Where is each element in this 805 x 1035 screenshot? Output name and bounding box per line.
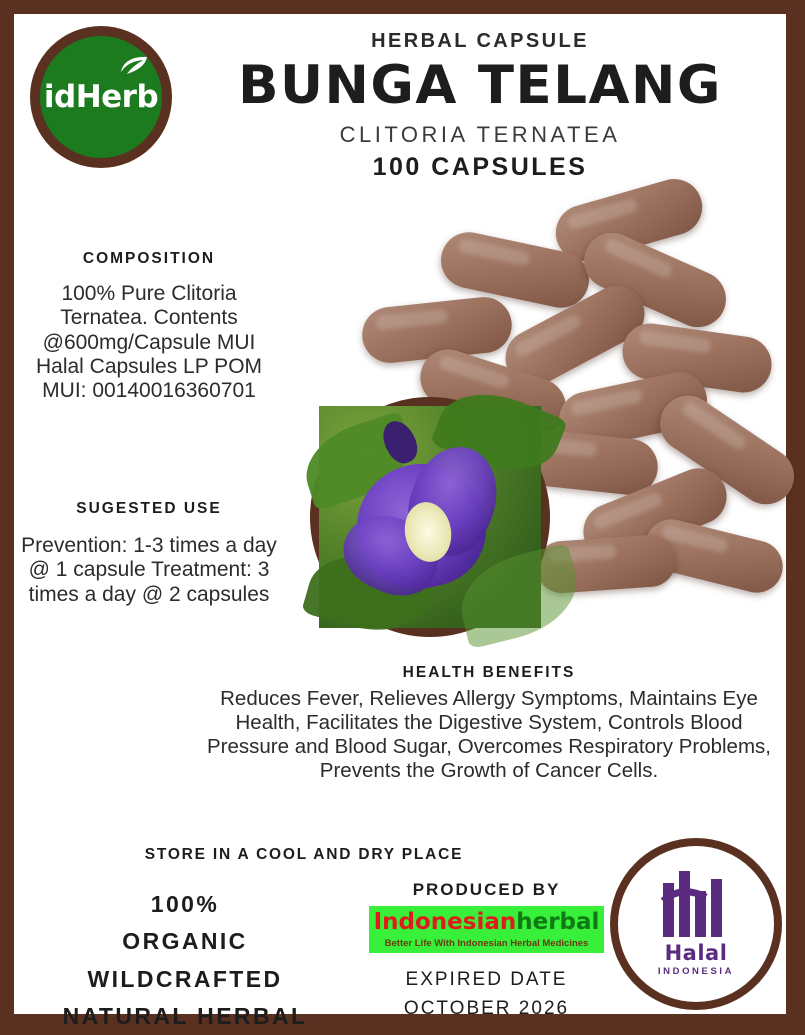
storage-text: STORE IN A COOL AND DRY PLACE <box>144 846 464 863</box>
organic-claim-line-1: 100% <box>150 891 220 917</box>
suggested-use-section <box>20 500 278 607</box>
storage-section <box>44 846 564 864</box>
capsule-count: 100 CAPSULES <box>372 153 588 182</box>
halal-word: Halal <box>664 941 728 965</box>
composition-heading: COMPOSITION <box>82 250 216 267</box>
producer-name-part1: Indonesian <box>373 909 517 935</box>
brand-name <box>44 79 158 115</box>
label-header <box>184 30 776 182</box>
latin-name: CLITORIA TERNATEA <box>339 122 621 148</box>
organic-claims <box>30 886 340 1035</box>
suggested-use-text: Prevention: 1-3 times a day @ 1 capsule Treatment: 3 times a day @ 2 capsules <box>21 534 277 606</box>
producer-tagline: Better Life With Indonesian Herbal Medicines <box>384 938 589 949</box>
composition-text: 100% Pure Clitoria Ternatea. Contents @600mg/Capsule MUI Halal Capsules LP POM MUI: 00140016360701 <box>35 282 263 403</box>
label-inner-panel <box>14 14 786 1029</box>
halal-certification-badge <box>610 838 782 1010</box>
brand-logo-circle <box>40 36 162 158</box>
leaf-icon <box>120 56 148 78</box>
suggested-use-heading: SUGESTED USE <box>76 500 222 517</box>
expired-date-label: EXPIRED DATE <box>405 969 568 990</box>
product-kicker: HERBAL CAPSULE <box>371 30 589 52</box>
brand-name-prefix: id <box>43 79 76 115</box>
flower-photo <box>310 397 550 637</box>
producer-name-part2: herbal <box>516 909 600 935</box>
brand-logo <box>30 26 172 168</box>
producer-name <box>373 911 600 934</box>
expired-date-value: OCTOBER 2026 <box>403 997 570 1019</box>
produced-by-section <box>369 880 604 1023</box>
brand-name-suffix: Herb <box>75 79 159 115</box>
organic-claim-line-3: WILDCRAFTED <box>87 965 283 992</box>
health-benefits-section <box>204 664 774 783</box>
health-benefits-text: Reduces Fever, Relieves Allergy Symptoms, Maintains Eye Health, Facilitates the Digestive System, Controls Blood Pressure and Blood Sugar, Overcomes Respiratory Problems, Prevents the Growth of Cancer Cells. <box>206 687 771 782</box>
halal-arabic-mark-icon <box>659 871 733 937</box>
halal-country: INDONESIA <box>657 966 735 977</box>
health-benefits-heading: HEALTH BENEFITS <box>402 664 576 681</box>
expiry-block <box>369 966 604 1023</box>
page-title: BUNGA TELANG <box>238 55 722 116</box>
produced-by-label: PRODUCED BY <box>412 880 561 899</box>
composition-section <box>20 250 278 404</box>
organic-claim-line-4: NATURAL HERBAL <box>62 1002 308 1029</box>
organic-claim-line-2: ORGANIC <box>122 928 248 955</box>
producer-badge <box>369 906 604 953</box>
